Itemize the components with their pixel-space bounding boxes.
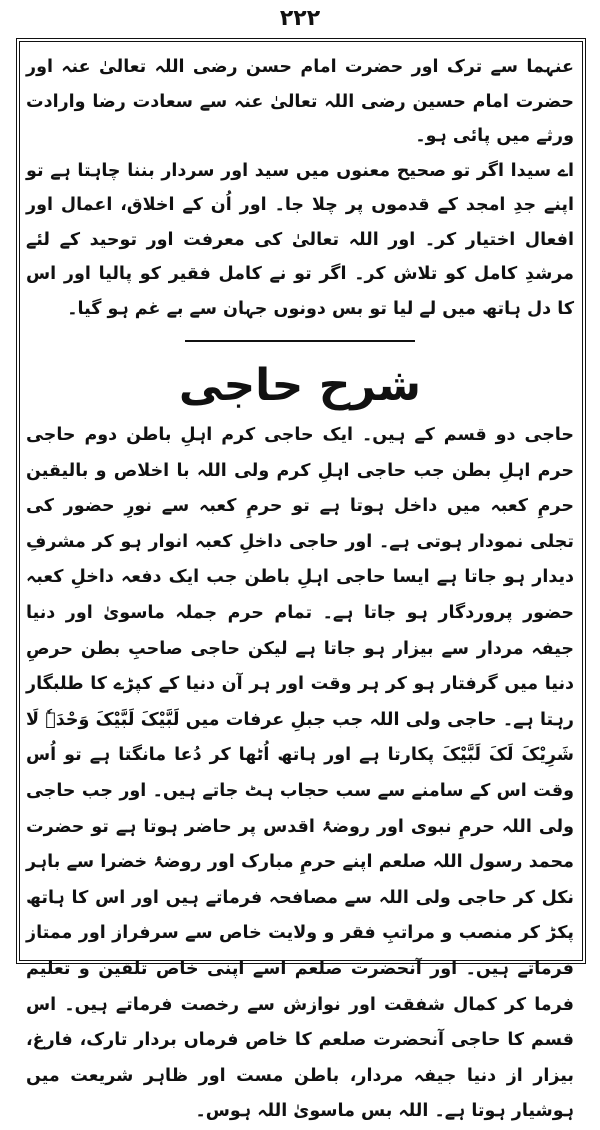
section-body: حاجی دو قسم کے ہیں۔ ایک حاجی کرم اہلِ باطن دوم حاجی حرم اہلِ بطن جب حاجی اہلِ کرم ولی اللہ با اخلاص و بالیقین حرمِ کعبہ میں داخل ہوتا ہے تو حرمِ کعبہ سے نورِ حضور کی تجلی نمودار ہوتی ہے۔ اور حاجی داخلِ کعبہ انوار ہو کر مشرفِ دیدار ہو جاتا ہے ایسا حاجی اہلِ باطن جب ایک دفعہ داخلِ کعبہ حضور پروردگار ہو جاتا ہے۔ تمام حرم جملہ ماسویٰ اور دنیا جیفہ مردار سے بیزار ہو جاتا ہے لیکن حاجی صاحبِ بطن حرصِ دنیا میں گرفتار ہو کر ہر وقت اور ہر آن دنیا کے کپڑے کا طلبگار رہتا ہے۔ حاجی ولی اللہ جب جبلِ عرفات میں لَبَّیْکَ لَبَّیْکَ وَحْدَہٗ لَا شَرِیْکَ لَکَ لَبَّیْکَ پکارتا ہے اور ہاتھ اُٹھا کر دُعا مانگتا ہے تو اُس وقت اس کے سامنے سے سب حجاب ہٹ جاتے ہیں۔ اور جب حاجی ولی اللہ حرمِ نبوی اور روضۂ اقدس پر حاضر ہوتا ہے تو حضرت محمد رسول اللہ صلعم اپنے حرمِ مبارک اور روضۂ خضرا سے باہر نکل کر حاجی ولی اللہ سے مصافحہ فرماتے ہیں اور اس کا ہاتھ پکڑ کر منصب و مراتبِ فقر و ولایت خاص سے سرفراز اور ممتاز فرماتے ہیں۔ اور آنحضرت صلعم اسے اپنی خاص تلقین و تعلیم فرما کر کمال شفقت اور نوازش سے رخصت فرماتے ہیں۔ اس قسم کا حاجی آنحضرت صلعم کا خاص فرماں بردار تارک، فارغ، بیزار از دنیا جیفہ مردار، باطن مست اور ظاہر شریعت میں ہوشیار ہوتا ہے۔ اللہ بس ماسویٰ اللہ ہوس۔ [26, 425, 574, 1122]
page-number: ۲۲۲ [279, 6, 321, 31]
page-content [26, 50, 574, 1122]
intro-paragraph-1: عنہما سے ترک اور حضرت امام حسن رضی اللہ تعالیٰ عنہ اور حضرت امام حسین رضی اللہ تعالیٰ عنہ سے سعادت رضا وارادت ورثے میں پائی ہو۔ [26, 57, 574, 146]
section-heading: شرح حاجی [178, 360, 422, 411]
section-divider [185, 340, 415, 342]
intro-paragraph-2: اے سیدا اگر تو صحیح معنوں میں سید اور سردار بننا چاہتا ہے تو اپنے جدِ امجد کے قدموں پر چلا جا۔ اور اُن کے اخلاق، اعمال اور افعال اختیار کر۔ اور اللہ تعالیٰ کی معرفت اور توحید کے لئے مرشدِ کامل کو تلاش کر۔ اگر تو نے کامل فقیر کو پالیا اور اس کا دل ہاتھ میں لے لیا تو بس دونوں جہان سے بے غم ہو گیا۔ [26, 160, 574, 319]
